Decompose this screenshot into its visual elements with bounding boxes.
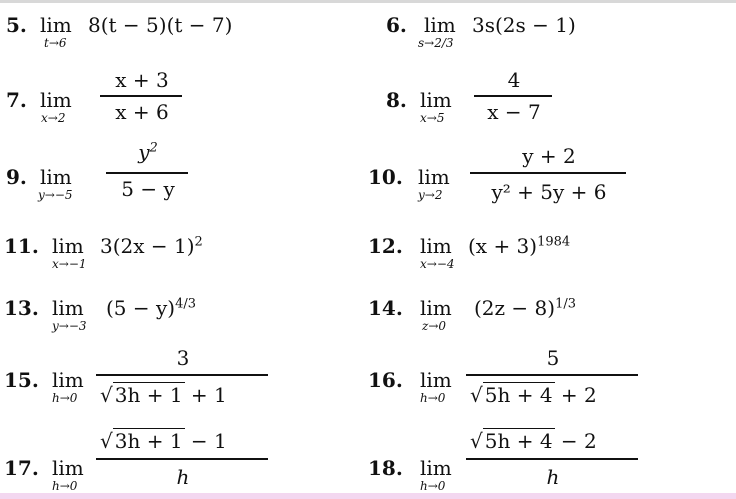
denominator: y² + 5y + 6	[491, 180, 607, 204]
numerator: √ 3h + 1 − 1	[100, 429, 227, 453]
fraction-bar	[96, 458, 268, 460]
lim-subscript: t→6	[44, 36, 67, 50]
lim-subscript: x→−1	[52, 257, 87, 271]
lim-label: lim	[40, 165, 72, 189]
fraction-bar	[96, 374, 268, 376]
fraction-bar	[466, 374, 638, 376]
bottom-strip	[0, 493, 736, 499]
lim-subscript: y→−3	[52, 319, 87, 333]
expression: $(5 - y)^{4/3}$	[106, 296, 197, 320]
lim-subscript: x→2	[41, 111, 66, 125]
lim-label: lim	[420, 456, 452, 480]
expression: $(2z - 8)^{1/3}$	[474, 296, 576, 320]
problem-number: 18.	[368, 456, 403, 480]
problem-number: 11.	[4, 234, 39, 258]
lim-label: lim	[424, 13, 456, 37]
numerator: 5	[546, 346, 560, 370]
lim-label: lim	[52, 234, 84, 258]
problem-number: 10.	[368, 165, 403, 189]
numerator: y + 2	[522, 144, 576, 168]
expression: 3s(2s − 1)	[472, 13, 576, 37]
problem-number: 8.	[386, 88, 407, 112]
lim-subscript: x→−4	[420, 257, 455, 271]
lim-label: lim	[418, 165, 450, 189]
problem-number: 17.	[4, 456, 39, 480]
expression: $(x + 3)^{1984}$	[468, 234, 571, 258]
lim-subscript: z→0	[422, 319, 447, 333]
lim-subscript: h→0	[52, 479, 78, 493]
problem-number: 5.	[6, 13, 27, 37]
denominator: x − 7	[487, 100, 541, 124]
lim-label: lim	[40, 13, 72, 37]
lim-label: lim	[420, 368, 452, 392]
problem-number: 6.	[386, 13, 407, 37]
numerator: 3	[176, 346, 190, 370]
lim-subscript: s→2/3	[418, 36, 454, 50]
denominator: √ 3h + 1 + 1	[100, 383, 227, 407]
lim-label: lim	[52, 368, 84, 392]
lim-subscript: y→−5	[38, 188, 73, 202]
lim-subscript: h→0	[420, 479, 446, 493]
problem-number: 9.	[6, 165, 27, 189]
lim-label: lim	[420, 88, 452, 112]
expression: $3(2x - 1)^2$	[100, 234, 203, 258]
lim-label: lim	[420, 296, 452, 320]
lim-subscript: h→0	[420, 391, 446, 405]
denominator: 5 − y	[121, 177, 175, 201]
lim-label: lim	[420, 234, 452, 258]
problem-number: 7.	[6, 88, 27, 112]
problem-number: 15.	[4, 368, 39, 392]
lim-subscript: x→5	[420, 111, 445, 125]
numerator: 4	[507, 68, 521, 92]
lim-label: lim	[52, 456, 84, 480]
numerator: $y^2$	[138, 140, 158, 164]
numerator: √ 5h + 4 − 2	[470, 429, 597, 453]
fraction-bar	[106, 172, 188, 174]
problem-number: 14.	[368, 296, 403, 320]
expression: 8(t − 5)(t − 7)	[88, 13, 233, 37]
lim-label: lim	[52, 296, 84, 320]
problem-number: 16.	[368, 368, 403, 392]
problem-number: 12.	[368, 234, 403, 258]
fraction-bar	[100, 95, 182, 97]
denominator: h	[176, 465, 190, 489]
problem-number: 13.	[4, 296, 39, 320]
denominator: h	[546, 465, 560, 489]
lim-subscript: y→2	[418, 188, 443, 202]
lim-subscript: h→0	[52, 391, 78, 405]
denominator: √ 5h + 4 + 2	[470, 383, 597, 407]
denominator: x + 6	[115, 100, 169, 124]
fraction-bar	[470, 172, 626, 174]
fraction-bar	[474, 95, 552, 97]
lim-label: lim	[40, 88, 72, 112]
fraction-bar	[466, 458, 638, 460]
numerator: x + 3	[115, 68, 169, 92]
top-strip	[0, 0, 736, 3]
